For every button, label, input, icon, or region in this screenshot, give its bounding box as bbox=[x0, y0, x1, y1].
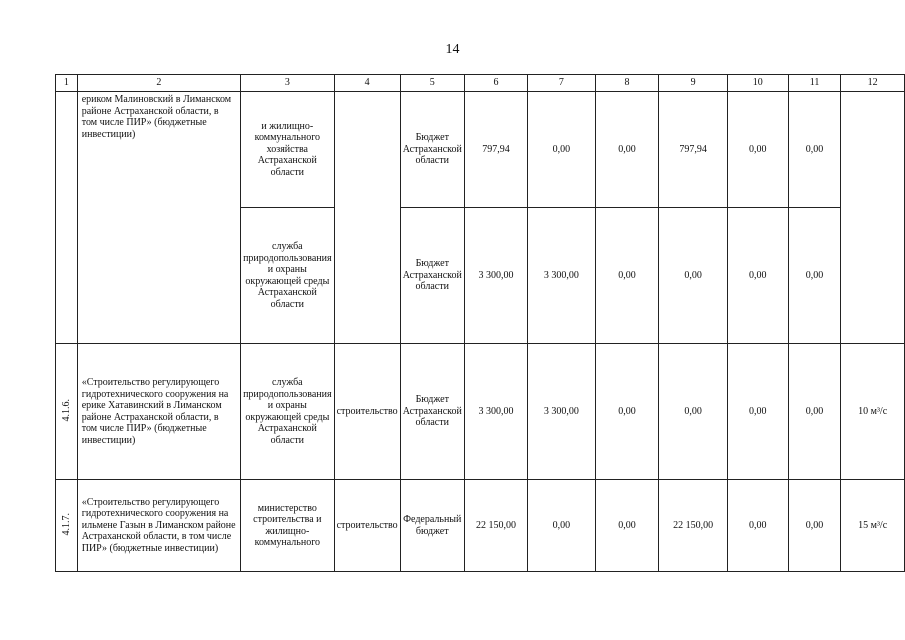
row-number-cell bbox=[56, 92, 78, 344]
header-cell: 4 bbox=[334, 75, 400, 92]
indicator-cell bbox=[841, 92, 905, 344]
value-cell: 0,00 bbox=[595, 344, 659, 480]
table-row bbox=[56, 344, 905, 480]
executor-cell: служба природопользования и охраны окружающей среды Астраханской области bbox=[241, 344, 335, 480]
value-cell: 0,00 bbox=[659, 208, 727, 344]
row-number-cell bbox=[56, 344, 78, 480]
source-cell: Бюджет Астраханской области bbox=[400, 208, 464, 344]
header-cell: 7 bbox=[528, 75, 595, 92]
header-cell: 9 bbox=[659, 75, 727, 92]
value-cell: 0,00 bbox=[595, 208, 659, 344]
value-cell: 0,00 bbox=[659, 344, 727, 480]
row-number: 4.1.6. bbox=[60, 398, 72, 421]
budget-table bbox=[55, 74, 905, 572]
value-cell: 0,00 bbox=[727, 92, 788, 208]
row-number-cell bbox=[56, 480, 78, 572]
header-cell: 3 bbox=[241, 75, 335, 92]
value-cell: 0,00 bbox=[788, 344, 841, 480]
value-cell: 797,94 bbox=[659, 92, 727, 208]
value-cell: 0,00 bbox=[727, 344, 788, 480]
header-cell: 2 bbox=[77, 75, 240, 92]
header-cell: 6 bbox=[464, 75, 527, 92]
value-cell: 0,00 bbox=[788, 480, 841, 572]
source-cell: Федеральный бюджет bbox=[400, 480, 464, 572]
value-cell: 3 300,00 bbox=[528, 208, 595, 344]
executor-cell: министерство строительства и жилищно-коммунального bbox=[241, 480, 335, 572]
indicator-cell: 10 м³/с bbox=[841, 344, 905, 480]
value-cell: 3 300,00 bbox=[528, 344, 595, 480]
value-cell: 0,00 bbox=[528, 480, 595, 572]
value-cell: 22 150,00 bbox=[659, 480, 727, 572]
value-cell: 0,00 bbox=[528, 92, 595, 208]
value-cell: 797,94 bbox=[464, 92, 527, 208]
description-cell: «Строительство регулирующего гидротехнического сооружения на ильмене Газын в Лиманском районе Астраханской области, в том числе ПИР» (бюджетные инвестиции) bbox=[77, 480, 240, 572]
value-cell: 0,00 bbox=[788, 92, 841, 208]
executor-cell: служба природопользования и охраны окружающей среды Астраханской области bbox=[241, 208, 335, 344]
header-cell: 8 bbox=[595, 75, 659, 92]
work-type-cell bbox=[334, 92, 400, 344]
value-cell: 0,00 bbox=[727, 208, 788, 344]
page-number: 14 bbox=[445, 42, 460, 57]
value-cell: 0,00 bbox=[595, 480, 659, 572]
source-cell: Бюджет Астраханской области bbox=[400, 344, 464, 480]
description-cell: ериком Малиновский в Лиманском районе Астраханской области, в том числе ПИР» (бюджетные инвестиции) bbox=[77, 92, 240, 344]
work-type-cell: строительство bbox=[334, 480, 400, 572]
header-cell: 1 bbox=[56, 75, 78, 92]
header-cell: 12 bbox=[841, 75, 905, 92]
header-cell: 11 bbox=[788, 75, 841, 92]
header-cell: 5 bbox=[400, 75, 464, 92]
value-cell: 0,00 bbox=[727, 480, 788, 572]
value-cell: 3 300,00 bbox=[464, 208, 527, 344]
row-number: 4.1.7. bbox=[60, 512, 72, 535]
value-cell: 0,00 bbox=[595, 92, 659, 208]
work-type-cell: строительство bbox=[334, 344, 400, 480]
header-row bbox=[56, 75, 905, 92]
executor-cell: и жилищно-коммунального хозяйства Астраханской области bbox=[241, 92, 335, 208]
source-cell: Бюджет Астраханской области bbox=[400, 92, 464, 208]
value-cell: 22 150,00 bbox=[464, 480, 527, 572]
table-row bbox=[56, 92, 905, 208]
value-cell: 3 300,00 bbox=[464, 344, 527, 480]
description-cell: «Строительство регулирующего гидротехнического сооружения на ерике Хатавинский в Лиманском районе Астраханской области, в том числе ПИР» (бюджетные инвестиции) bbox=[77, 344, 240, 480]
header-cell: 10 bbox=[727, 75, 788, 92]
indicator-cell: 15 м³/с bbox=[841, 480, 905, 572]
table-row bbox=[56, 480, 905, 572]
value-cell: 0,00 bbox=[788, 208, 841, 344]
